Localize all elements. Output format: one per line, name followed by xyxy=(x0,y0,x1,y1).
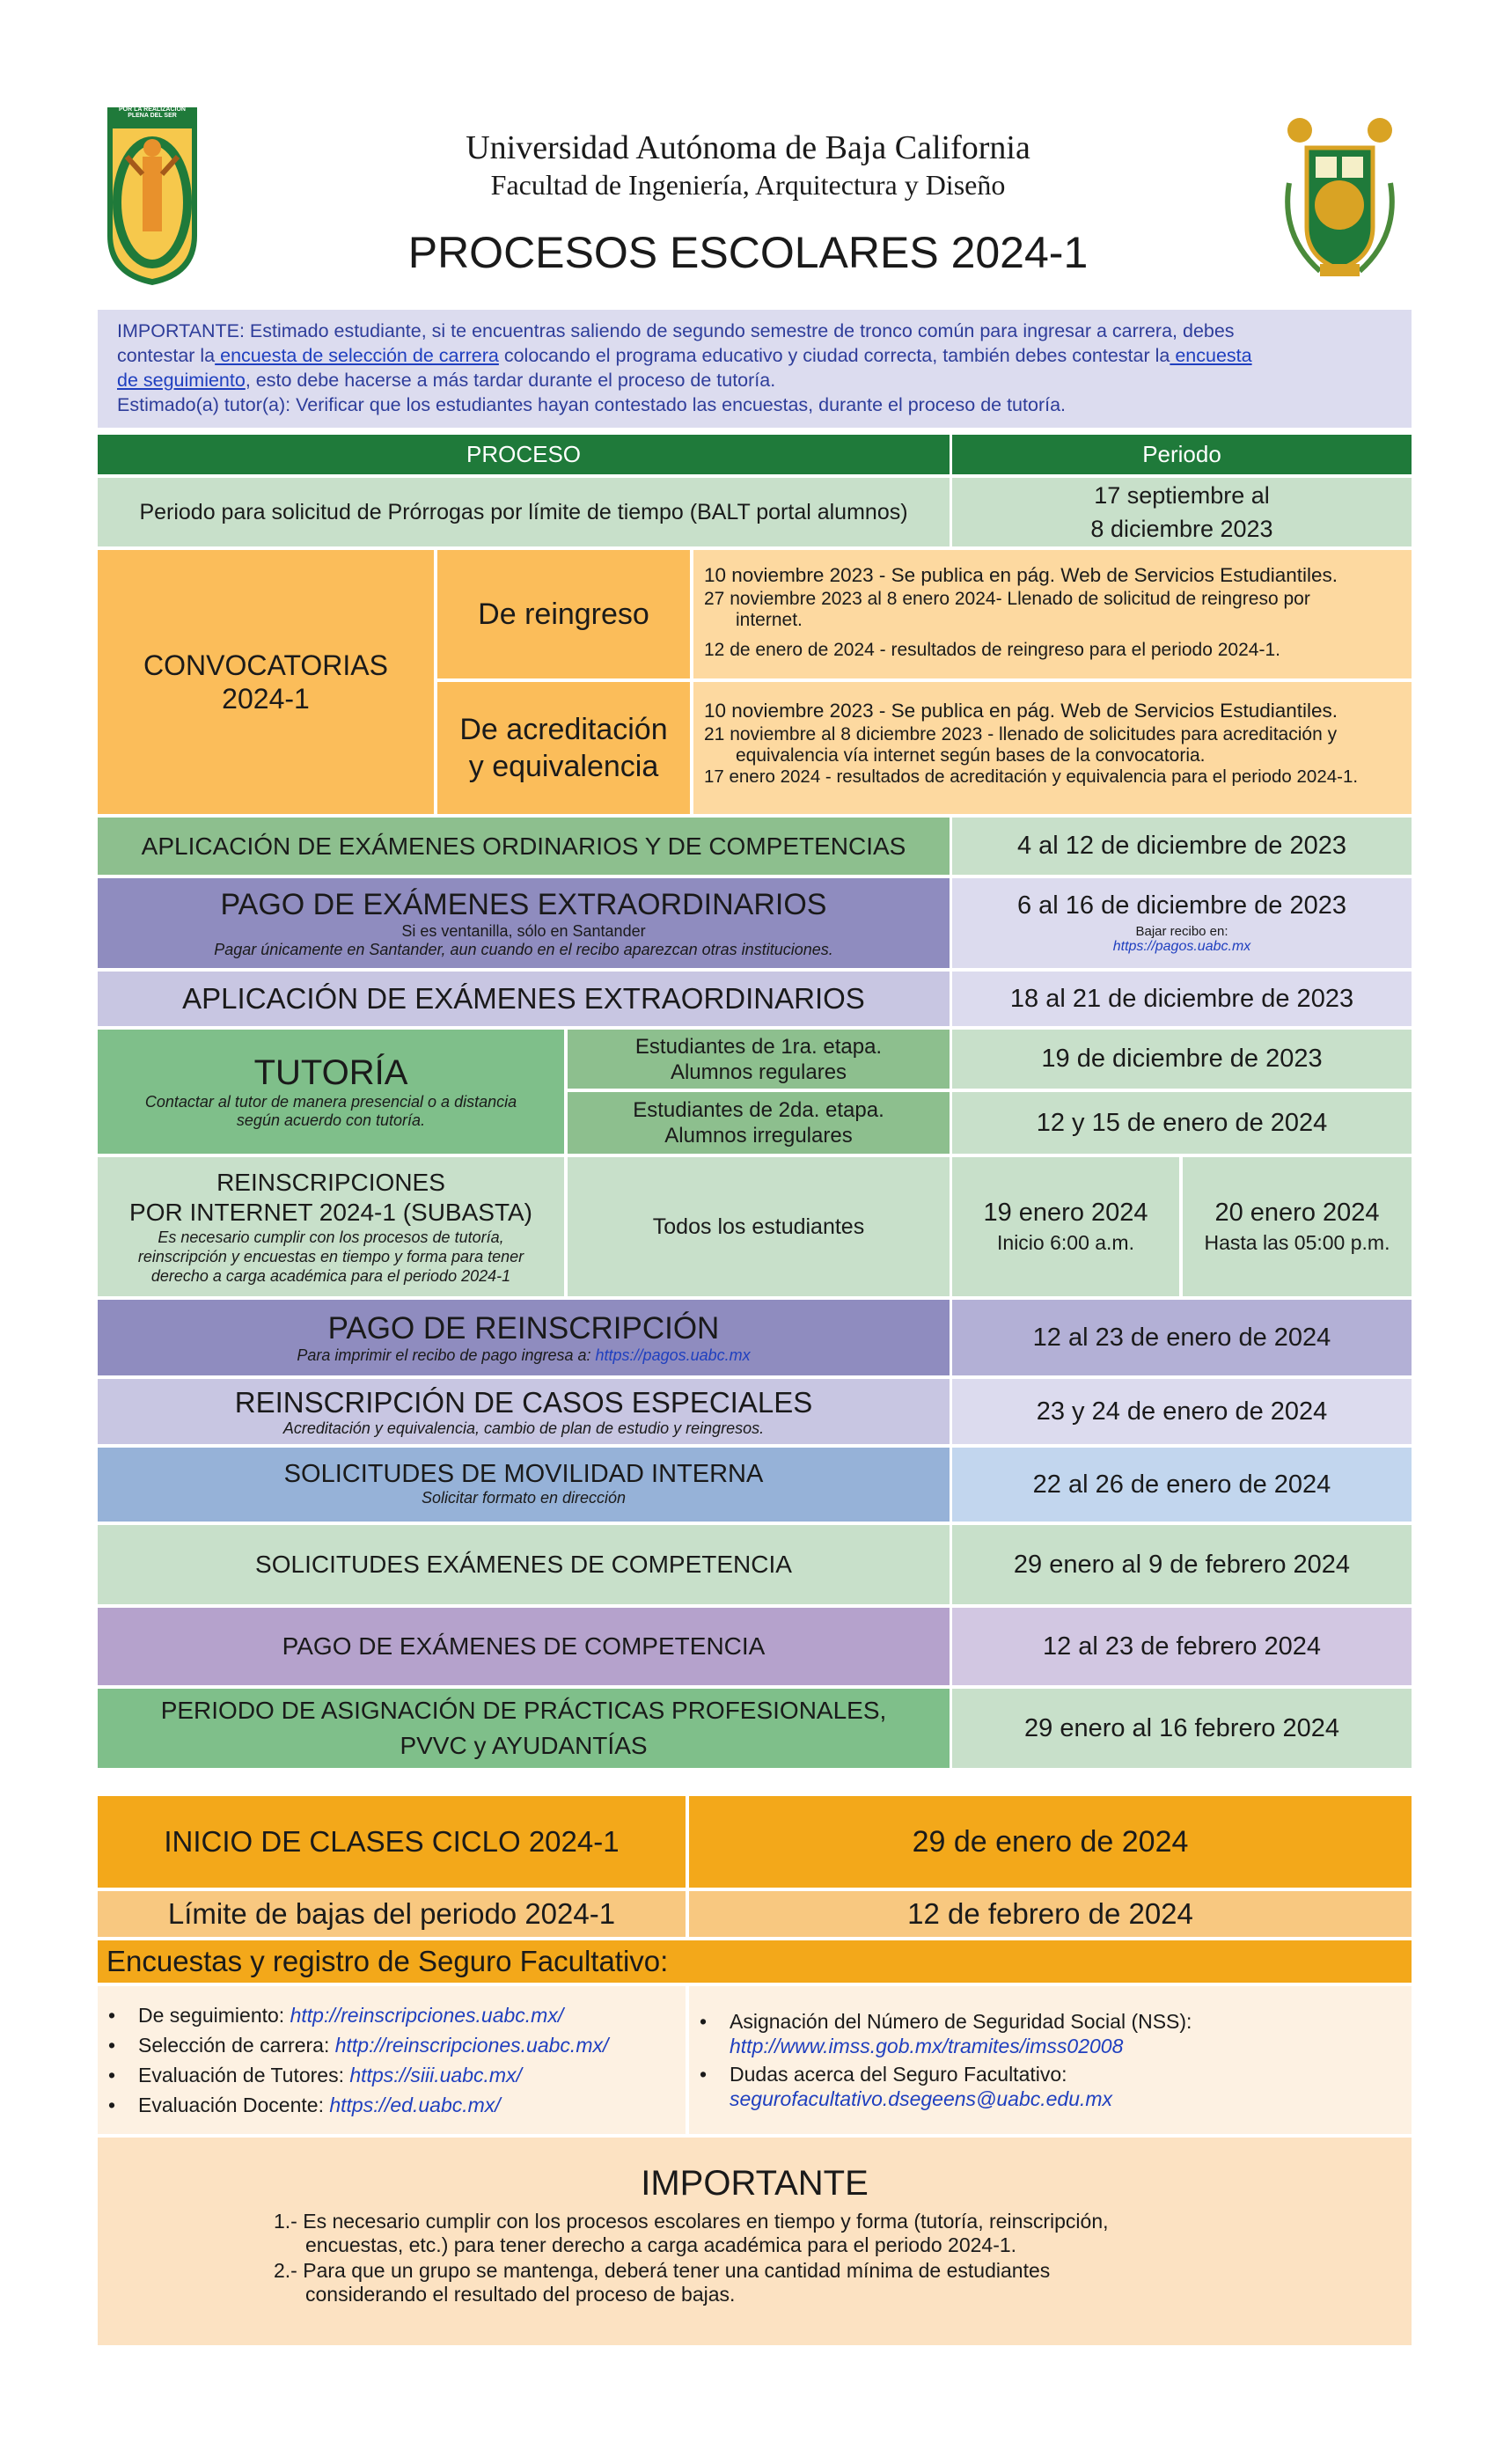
notice-line-4: Estimado(a) tutor(a): Verificar que los estudiantes hayan contestado las encuestas, durante el proceso de tutoría. xyxy=(117,394,1067,415)
casos-label: REINSCRIPCIÓN DE CASOS ESPECIALES Acreditación y equivalencia, cambio de plan de estudio y reingresos. xyxy=(98,1379,950,1444)
pago-reins-period: 12 al 23 de enero de 2024 xyxy=(952,1300,1412,1375)
pago-extra-label: PAGO DE EXÁMENES EXTRAORDINARIOS Si es ventanilla, sólo en Santander Pagar únicamente en Santander, aun cuando en el recibo aparezcan otras instituciones. xyxy=(98,878,950,968)
tutoria-label: TUTORÍA Contactar al tutor de manera presencial o a distancia según acuerdo con tutoría. xyxy=(98,1030,564,1154)
ordinarios-period: 4 al 12 de diciembre de 2023 xyxy=(952,818,1412,875)
seguro-email-link[interactable]: segurofacultativo.dsegeens@uabc.edu.mx xyxy=(730,2087,1113,2110)
sol-comp-label: SOLICITUDES EXÁMENES DE COMPETENCIA xyxy=(98,1525,950,1604)
pagos-link-2[interactable]: https://pagos.uabc.mx xyxy=(595,1346,751,1364)
faculty-name: Facultad de Ingeniería, Arquitectura y Diseño xyxy=(490,169,1006,201)
page-title: PROCESOS ESCOLARES 2024-1 xyxy=(407,228,1089,277)
logo-top-text: POR LA REALIZACION PLENA DEL SER xyxy=(119,106,186,119)
acreditacion-label: De acreditación y equivalencia xyxy=(437,682,690,814)
reinscripciones-who: Todos los estudiantes xyxy=(568,1157,950,1296)
list-item: • Evaluación de Tutores: https://siii.uabc.mx/ xyxy=(98,2060,686,2090)
pagos-link[interactable]: https://pagos.uabc.mx xyxy=(1112,939,1251,954)
tutoria-period-2: 12 y 15 de enero de 2024 xyxy=(952,1092,1412,1154)
movilidad-label: SOLICITUDES DE MOVILIDAD INTERNA Solicitar formato en dirección xyxy=(98,1448,950,1522)
practicas-label: PERIODO DE ASIGNACIÓN DE PRÁCTICAS PROFESIONALES, PVVC y AYUDANTÍAS xyxy=(98,1689,950,1768)
career-survey-link[interactable]: encuesta de selección de carrera xyxy=(215,345,499,366)
reingreso-details: 10 noviembre 2023 - Se publica en pág. Web de Servicios Estudiantiles. 27 noviembre 2023 al 8 enero 2024- Llenado de solicitud de reingreso por internet. 12 de enero de 2024 - resultados de reingreso para el periodo 2024-1. xyxy=(693,550,1412,678)
prorrogas-period: 17 septiembre al 8 diciembre 2023 xyxy=(952,478,1412,546)
prorrogas-label: Periodo para solicitud de Prórrogas por límite de tiempo (BALT portal alumnos) xyxy=(98,478,950,546)
ordinarios-label: APLICACIÓN DE EXÁMENES ORDINARIOS Y DE COMPETENCIAS xyxy=(98,818,950,875)
encuestas-left-list xyxy=(98,2000,686,2120)
practicas-period: 29 enero al 16 febrero 2024 xyxy=(952,1689,1412,1768)
pago-comp-label: PAGO DE EXÁMENES DE COMPETENCIA xyxy=(98,1608,950,1685)
convocatorias-label: CONVOCATORIAS 2024-1 xyxy=(98,550,434,814)
nss-link[interactable]: http://www.imss.gob.mx/tramites/imss02008 xyxy=(730,2035,1124,2057)
followup-survey-link-b[interactable]: de seguimiento xyxy=(117,370,246,391)
encuestas-title: Encuestas y registro de Seguro Facultativo: xyxy=(98,1940,1412,1983)
tutoria-period-1: 19 de diciembre de 2023 xyxy=(952,1030,1412,1089)
inicio-clases-date: 29 de enero de 2024 xyxy=(689,1796,1412,1888)
followup-survey-link-a[interactable]: encuesta xyxy=(1170,345,1252,366)
important-notice xyxy=(98,310,1412,428)
tutoria-etapa-2: Estudiantes de 2da. etapa. Alumnos irregulares xyxy=(568,1092,950,1154)
header-periodo: Periodo xyxy=(952,435,1412,474)
notice-line-1: IMPORTANTE: Estimado estudiante, si te encuentras saliendo de segundo semestre de tronco común para ingresar a carrera, debes xyxy=(117,320,1235,341)
reinscripciones-end: 20 enero 2024 Hasta las 05:00 p.m. xyxy=(1183,1157,1412,1296)
tutores-link[interactable]: https://siii.uabc.mx/ xyxy=(349,2064,522,2086)
encuestas-left xyxy=(98,1986,686,2134)
pago-extra-period: 6 al 16 de diciembre de 2023 Bajar recibo en: https://pagos.uabc.mx xyxy=(952,878,1412,968)
docente-link[interactable]: https://ed.uabc.mx/ xyxy=(329,2094,501,2116)
seguimiento-link[interactable]: http://reinscripciones.uabc.mx/ xyxy=(290,2004,564,2027)
bajas-date: 12 de febrero de 2024 xyxy=(689,1891,1412,1937)
movilidad-period: 22 al 26 de enero de 2024 xyxy=(952,1448,1412,1522)
sol-comp-period: 29 enero al 9 de febrero 2024 xyxy=(952,1525,1412,1604)
importante-title: IMPORTANTE xyxy=(641,2164,869,2203)
encuestas-right xyxy=(689,1986,1412,2134)
reinscripciones-label: REINSCRIPCIONES POR INTERNET 2024-1 (SUBASTA) Es necesario cumplir con los procesos de tutoría, reinscripción y encuestas en tiempo y forma para tener derecho a carga académica para el periodo 2024-1 xyxy=(98,1157,564,1296)
pago-reins-label: PAGO DE REINSCRIPCIÓN Para imprimir el recibo de pago ingresa a: https://pagos.uabc.mx xyxy=(98,1300,950,1375)
list-item: • Evaluación Docente: https://ed.uabc.mx/ xyxy=(98,2090,686,2120)
acreditacion-details: 10 noviembre 2023 - Se publica en pág. Web de Servicios Estudiantiles. 21 noviembre al 8 diciembre 2023 - llenado de solicitudes para acreditación y equivalencia vía internet según bases de la convocatoria. 17 enero 2024 - resultados de acreditación y equivalencia para el periodo 2024-1. xyxy=(693,682,1412,814)
header-proceso: PROCESO xyxy=(98,435,950,474)
university-name: Universidad Autónoma de Baja California xyxy=(466,129,1030,166)
list-item: • De seguimiento: http://reinscripciones.uabc.mx/ xyxy=(98,2000,686,2030)
aplic-extra-label: APLICACIÓN DE EXÁMENES EXTRAORDINARIOS xyxy=(98,972,950,1026)
aplic-extra-period: 18 al 21 de diciembre de 2023 xyxy=(952,972,1412,1026)
seleccion-link[interactable]: http://reinscripciones.uabc.mx/ xyxy=(334,2034,609,2057)
list-item: • Selección de carrera: http://reinscripciones.uabc.mx/ xyxy=(98,2030,686,2060)
tutoria-etapa-1: Estudiantes de 1ra. etapa. Alumnos regulares xyxy=(568,1030,950,1089)
importante-box xyxy=(98,2138,1412,2345)
inicio-clases-label: INICIO DE CLASES CICLO 2024-1 xyxy=(98,1796,686,1888)
reinscripciones-start: 19 enero 2024 Inicio 6:00 a.m. xyxy=(952,1157,1179,1296)
bajas-label: Límite de bajas del periodo 2024-1 xyxy=(98,1891,686,1937)
list-item: • Dudas acerca del Seguro Facultativo: segurofacultativo.dsegeens@uabc.edu.mx xyxy=(689,2062,1412,2111)
notice-line-2: contestar la encuesta de selección de carrera colocando el programa educativo y ciudad correcta, también debes contestar la encuesta xyxy=(117,345,1252,366)
importante-item-1: 1.- Es necesario cumplir con los procesos escolares en tiempo y forma (tutoría, reinscripción, encuestas, etc.) para tener derecho a carga académica para el periodo 2024-1. xyxy=(274,2210,1109,2256)
encuestas-right-list xyxy=(689,2009,1412,2111)
list-item: • Asignación del Número de Seguridad Social (NSS): http://www.imss.gob.mx/tramites/imss02008 xyxy=(689,2009,1412,2058)
importante-item-2: 2.- Para que un grupo se mantenga, deberá tener una cantidad mínima de estudiantes considerando el resultado del proceso de bajas. xyxy=(274,2259,1051,2306)
casos-period: 23 y 24 de enero de 2024 xyxy=(952,1379,1412,1444)
notice-line-3: de seguimiento, esto debe hacerse a más tardar durante el proceso de tutoría. xyxy=(117,370,776,391)
reingreso-label: De reingreso xyxy=(437,550,690,678)
pago-comp-period: 12 al 23 de febrero 2024 xyxy=(952,1608,1412,1685)
